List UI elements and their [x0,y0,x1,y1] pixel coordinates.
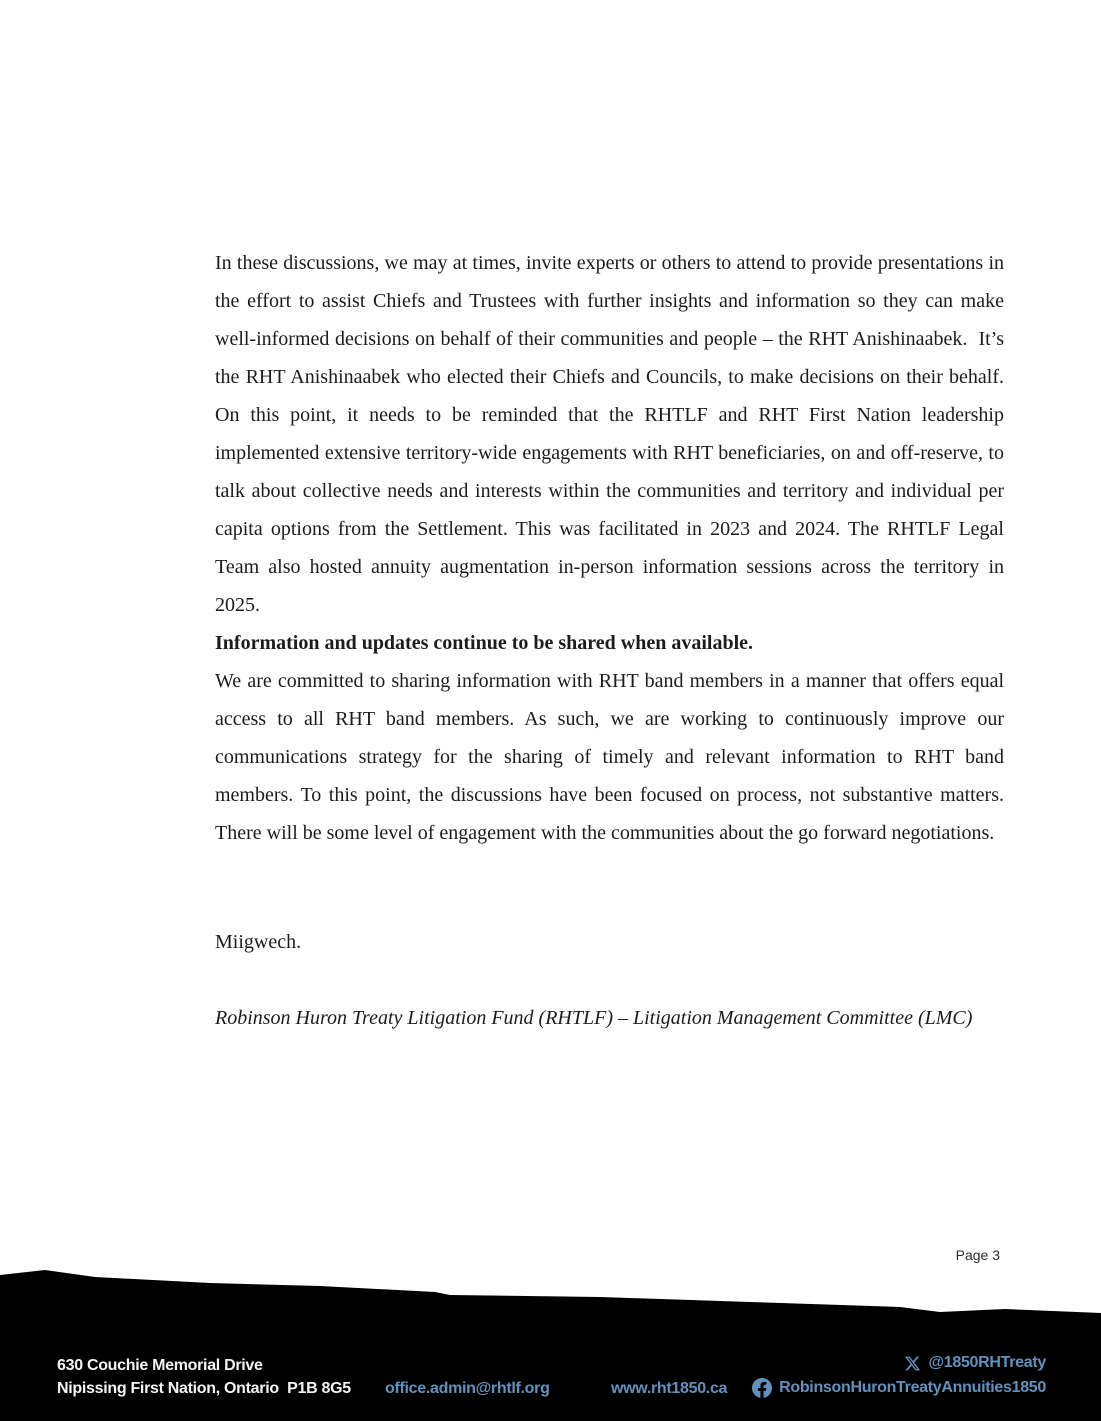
signature-line: Robinson Huron Treaty Litigation Fund (RHTLF) – Litigation Management Committee (LMC) [215,1007,973,1029]
x-icon [904,1355,921,1372]
footer-x-handle: @1850RHTreaty [928,1354,1046,1371]
footer-address-line2: Nipissing First Nation, Ontario P1B 8G5 [57,1380,351,1397]
footer-facebook-link[interactable] [752,1378,1046,1398]
paragraph-commitment: We are committed to sharing information with RHT band members in a manner that offers equal access to all RHT band members. As such, we are working to continuously improve our communications strategy for the sharing of timely and relevant information to RHT band members. To this point, the discussions have been focused on process, not substantive matters. There will be some level of engagement with the communities about the go forward negotiations. [215,670,1014,844]
body-text [215,244,1014,852]
page-number: Page 3 [955,1247,1000,1263]
facebook-icon [752,1378,772,1398]
footer-x-link[interactable] [904,1354,1046,1372]
bold-statement: Information and updates continue to be shared when available. [215,632,754,654]
footer-address-line1: 630 Couchie Memorial Drive [57,1357,263,1374]
paragraph-discussions: In these discussions, we may at times, invite experts or others to attend to provide presentations in the effort to assist Chiefs and Trustees with further insights and information so they can make well-informed decisions on behalf of their communities and people – the RHT Anishinaabek. It’s the RHT Anishinaabek who elected their Chiefs and Councils, to make decisions on their behalf. On this point, it needs to be reminded that the RHTLF and RHT First Nation leadership implemented extensive territory-wide engagements with RHT beneficiaries, on and off-reserve, to talk about collective needs and interests within the communities and territory and individual per capita options from the Settlement. This was facilitated in 2023 and 2024. The RHTLF Legal Team also hosted annuity augmentation in-person information sessions across the territory in 2025. [215,252,1014,616]
closing-word: Miigwech. [215,931,302,953]
footer-website-link[interactable]: www.rht1850.ca [611,1380,728,1397]
footer-email-link[interactable]: office.admin@rhtlf.org [385,1380,550,1397]
footer-facebook-handle: RobinsonHuronTreatyAnnuities1850 [779,1379,1046,1396]
